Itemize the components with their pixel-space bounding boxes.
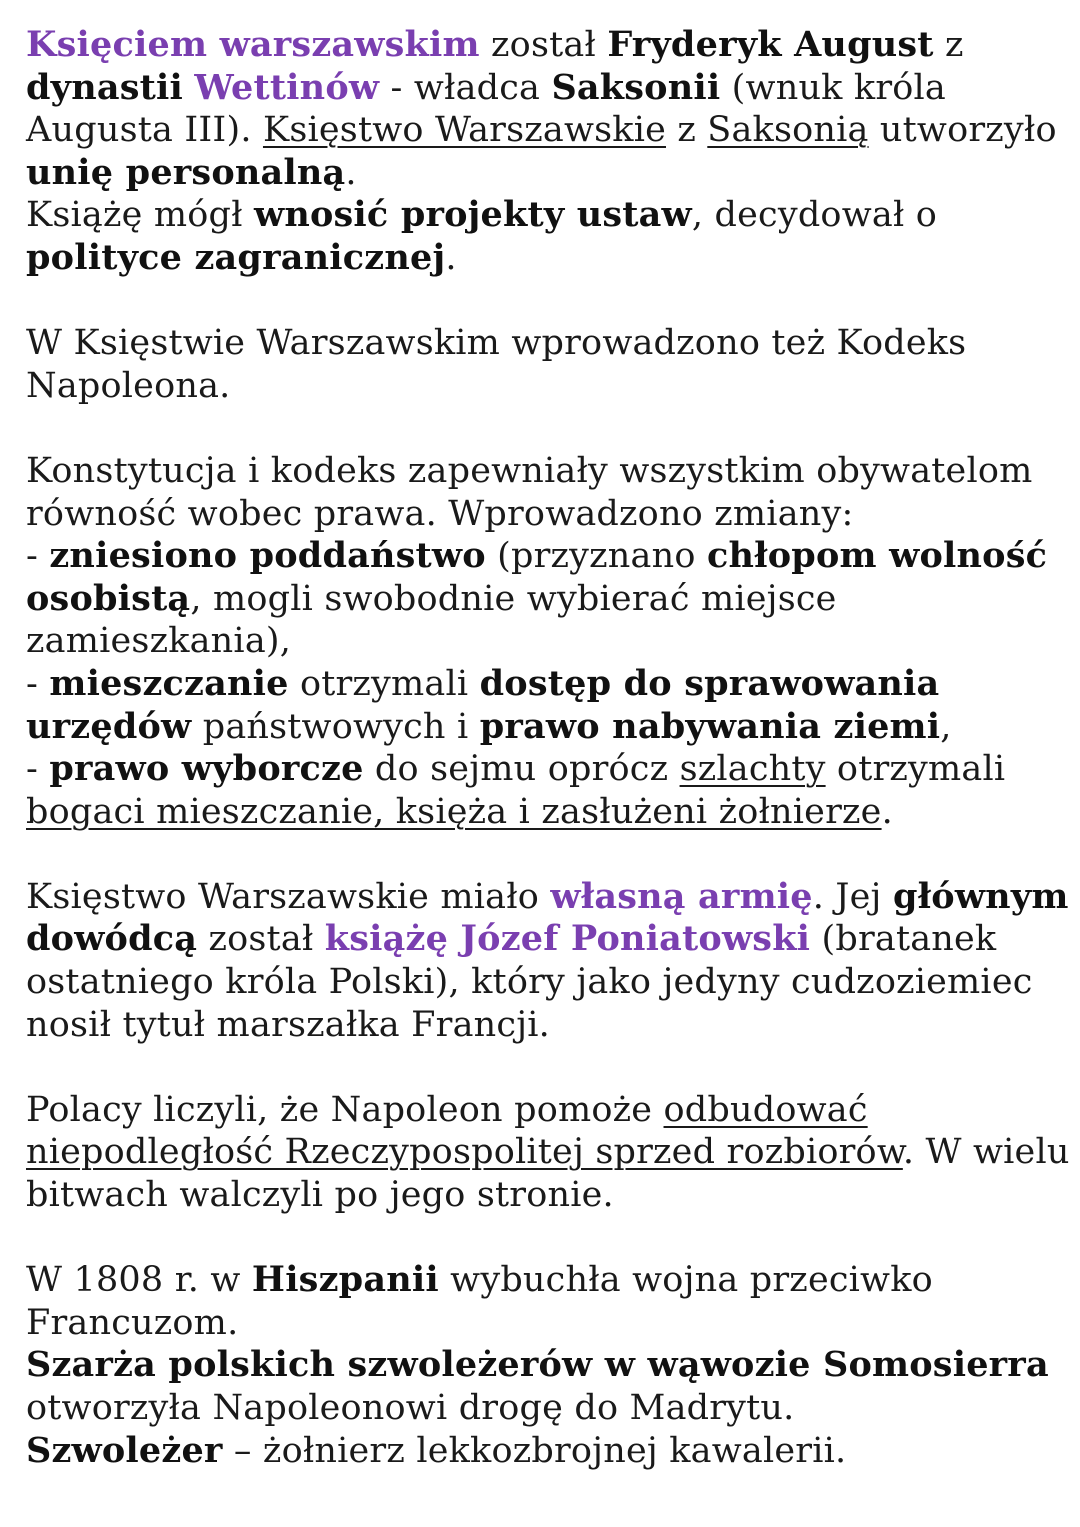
text-line: równość wobec prawa. Wprowadzono zmiany: [26,493,854,534]
text-line: ostatniego króla Polski), który jako jedyny cudzoziemiec [26,962,1033,1003]
underlined-term: bogaci mieszczanie, księża i zasłużeni żołnierze [26,791,882,832]
list-dash: - [26,749,50,790]
text-span: został [479,25,608,65]
text-line: W Księstwie Warszawskim wprowadzono też Kodeks [26,323,967,364]
paragraph-napoleonic-code [26,322,1066,407]
highlight-term: książę Józef Poniatowski [324,918,811,960]
bold-term: urzędów [26,705,192,747]
text-span: do sejmu oprócz [363,749,680,790]
paragraph-spain-war [26,1259,1066,1472]
bold-term: Fryderyk August [607,24,934,65]
text-line [26,194,1066,237]
bold-line: Szarża polskich szwoleżerów w wąwozie Somosierra [26,1344,1049,1386]
text-line: bitwach walczyli po jego stronie. [26,1175,614,1216]
list-item [26,535,1066,578]
text-line [26,1259,1066,1302]
paragraph-polish-hopes [26,1089,1070,1217]
text-line [26,578,1066,621]
bold-term: dostęp do sprawowania [479,662,940,704]
list-dash: - [26,536,50,577]
bold-term: polityce zagranicznej [26,236,446,278]
text-span: (przyznano [485,536,707,577]
text-span: Książę mógł [26,195,254,236]
text-span [183,68,194,108]
text-span: . Jej [812,876,893,917]
text-span: . W wielu [902,1132,1070,1173]
underlined-term: szlachty [679,749,826,790]
bold-term: dowódcą [26,918,198,960]
text-span: z [933,25,964,65]
bold-term: osobistą [26,577,191,619]
highlight-term: własną armię [550,875,813,917]
text-line: nosił tytuł marszałka Francji. [26,1004,550,1045]
list-dash: - [26,663,50,704]
text-span: , [940,706,952,747]
paragraph-duchy-ruler [26,24,1066,280]
text-span: . [345,152,357,193]
text-span: - władca [379,67,552,108]
bold-term: głównym [892,875,1069,917]
text-span: państwowych i [191,706,480,747]
highlight-term: Wettinów [194,66,380,108]
paragraph-constitution-changes [26,450,1066,833]
text-span: – żołnierz lekkozbrojnej kawalerii. [222,1430,847,1471]
list-item [26,748,1066,791]
text-span: . [881,791,893,832]
text-line [26,24,1066,67]
text-span: z [666,110,708,151]
bold-term: Saksonii [551,66,721,108]
text-line [26,1089,1066,1132]
text-line: Konstytucja i kodeks zapewniały wszystkim obywatelom [26,450,1033,491]
underlined-term: Księstwo Warszawskie [262,110,666,151]
text-span: (wnuk króla [720,67,946,108]
text-line: otworzyła Napoleonowi drogę do Madrytu. [26,1388,795,1428]
text-span: Polacy liczyli, że Napoleon pomoże [26,1089,664,1130]
text-line [26,67,1066,110]
bold-term: Szwoleżer [26,1429,223,1471]
bold-term: wnosić projekty ustaw [254,194,692,236]
underlined-term: niepodległość Rzeczypospolitej sprzed rozbiorów [26,1132,903,1173]
underlined-term: odbudować [663,1089,868,1130]
text-span: Augusta III). [26,110,263,151]
bold-term: prawo wyborcze [49,748,364,790]
text-span: otrzymali [288,663,480,704]
text-span: . [445,237,457,278]
bold-term: prawo nabywania ziemi [479,705,941,747]
bold-term: zniesiono poddaństwo [49,535,486,577]
text-line [26,237,1066,280]
bold-term: unię personalną [26,151,346,193]
text-span: utworzyło [868,110,1057,151]
highlight-term: Księciem warszawskim [26,24,480,65]
text-line: Napoleona. [26,365,231,406]
text-line [26,152,1066,195]
text-line: Francuzom. [26,1302,239,1343]
paragraph-army [26,875,1069,1046]
text-line [26,1131,1070,1174]
text-line: zamieszkania), [26,621,292,662]
bold-term: chłopom wolność [706,535,1048,577]
text-span: został [197,919,325,960]
text-line [26,706,1066,749]
text-span: , mogli swobodnie wybierać miejsce [190,578,837,619]
bold-term: dynastii [26,66,183,108]
text-line [26,791,1066,834]
text-span: (bratanek [810,919,997,960]
text-span: Księstwo Warszawskie miało [26,876,551,917]
underlined-term: Saksonią [707,110,869,151]
text-span: , decydował o [691,195,938,236]
text-line [26,918,1066,961]
list-item [26,663,1066,706]
text-line [26,875,1069,919]
text-line [26,109,1066,152]
bold-term: Hiszpanii [251,1259,439,1301]
text-line [26,1430,1066,1473]
text-span: W 1808 r. w [26,1260,252,1301]
text-span: wybuchła wojna przeciwko [438,1260,933,1301]
text-span: otrzymali [825,749,1006,790]
document-page [26,24,1070,1515]
bold-term: mieszczanie [49,662,289,704]
